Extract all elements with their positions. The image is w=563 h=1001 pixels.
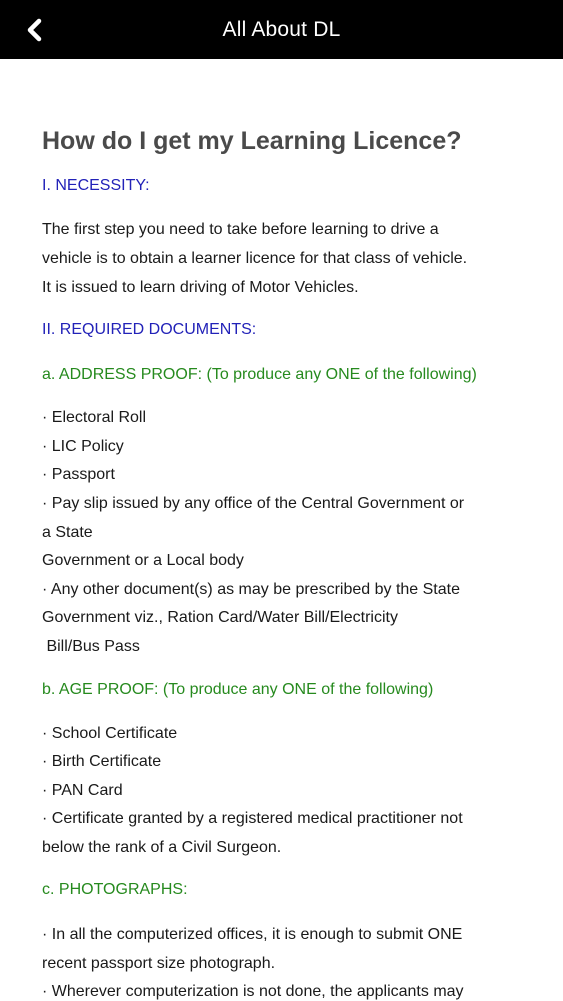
list-item: · LIC Policy bbox=[42, 438, 124, 455]
section-heading-required-documents: II. REQUIRED DOCUMENTS: bbox=[42, 321, 257, 338]
nav-title: All About DL bbox=[222, 18, 341, 41]
list-item: recent passport size photograph. bbox=[42, 955, 276, 972]
list-item: · Birth Certificate bbox=[42, 753, 162, 770]
list-item: · Certificate granted by a registered medical practitioner not bbox=[42, 810, 463, 827]
list-item: · In all the computerized offices, it is enough to submit ONE bbox=[42, 926, 463, 943]
list-item: below the rank of a Civil Surgeon. bbox=[42, 839, 282, 856]
navigation-bar bbox=[0, 0, 563, 59]
list-item: Bill/Bus Pass bbox=[42, 638, 140, 655]
subheading-photographs: c. PHOTOGRAPHS: bbox=[42, 881, 188, 898]
paragraph-line: The first step you need to take before learning to drive a bbox=[42, 221, 439, 238]
paragraph-line: vehicle is to obtain a learner licence for that class of vehicle. bbox=[42, 250, 468, 267]
list-item: · Pay slip issued by any office of the Central Government or bbox=[42, 495, 465, 512]
list-item: Government or a Local body bbox=[42, 552, 244, 569]
list-item: · Any other document(s) as may be prescribed by the State bbox=[42, 581, 460, 598]
page-title: How do I get my Learning Licence? bbox=[42, 127, 462, 155]
subheading-age-proof: b. AGE PROOF: (To produce any ONE of the following) bbox=[42, 681, 434, 698]
list-item: · PAN Card bbox=[42, 782, 123, 799]
list-item: a State bbox=[42, 524, 93, 541]
list-item: · Passport bbox=[42, 466, 115, 483]
paragraph-line: It is issued to learn driving of Motor Vehicles. bbox=[42, 279, 359, 296]
list-item: Government viz., Ration Card/Water Bill/Electricity bbox=[42, 609, 398, 626]
subheading-address-proof: a. ADDRESS PROOF: (To produce any ONE of the following) bbox=[42, 366, 477, 383]
list-item: · Wherever computerization is not done, the applicants may bbox=[42, 983, 464, 1000]
section-heading-necessity: I. NECESSITY: bbox=[42, 177, 150, 194]
list-item: · Electoral Roll bbox=[42, 409, 147, 426]
list-item: · School Certificate bbox=[42, 725, 178, 742]
